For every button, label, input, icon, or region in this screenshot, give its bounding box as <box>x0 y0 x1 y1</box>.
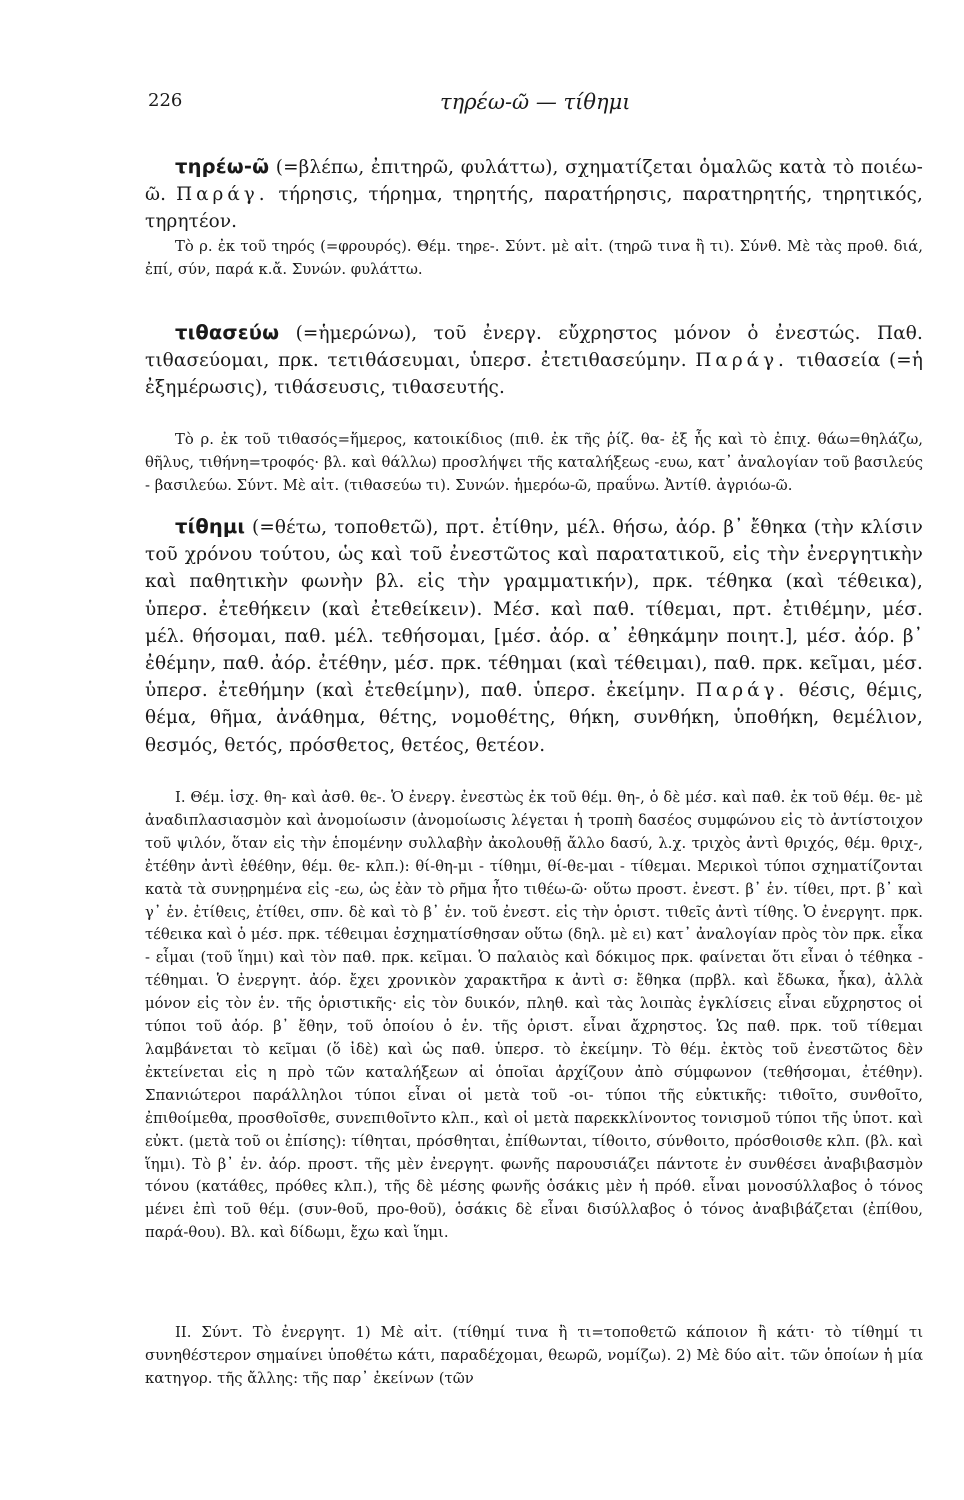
entry-tereo-notes: Τὸ ρ. ἐκ τοῦ τηρός (=φρουρός). Θέμ. τηρε-. Σύντ. μὲ αἰτ. (τηρῶ τινα ἢ τι). Σύνθ. Μὲ τὰς προθ. διά, ἐπί, σύν, παρά κ.ἄ. Συνών. φυλάττω. <box>145 238 923 278</box>
entry-body: (=ἡμερώνω), τοῦ ἐνεργ. εὔχρηστος μόνον ὁ ἐνεστώς. Παθ. τιθασεύομαι, πρκ. τετιθάσευμαι, ὑπερσ. ἐτετιθασεύμην. <box>145 323 923 372</box>
page-title: τηρέω-ῶ — τίθημι <box>440 90 631 114</box>
entry-tithaseuo <box>145 319 923 402</box>
parag-text: τιθασεία (=ἡ ἐξημέρωσις), τιθάσευσις, τιθασευτής. <box>145 350 924 399</box>
entry-tithemi-syntax: ΙΙ. Σύντ. Τὸ ἐνεργητ. 1) Μὲ αἰτ. (τίθημί τινα ἢ τι=τοποθετῶ κάποιον ἢ κάτι· τὸ τίθημί τι συνηθέστερον σημαίνει ὑποθέτω κάτι, παραδέχομαι, θεωρῶ, νομίζω). 2) Μὲ δύο αἰτ. τῶν ὁποίων ἡ μία κατηγορ. τῆς ἄλλης: τῆς παρ᾽ ἐκείνων (τῶν <box>145 1324 923 1387</box>
entry-tereo <box>145 153 923 236</box>
entry-tithaseuo-notes: Τὸ ρ. ἐκ τοῦ τιθασός=ἥμερος, κατοικίδιος (πιθ. ἐκ τῆς ῥίζ. θα- ἐξ ἧς καὶ τὸ ἐπιχ. θάω=θηλάζω, θῆλυς, τιθήνη=τροφός· βλ. καὶ θάλλω) προσλήψει τῆς καταλήξεως -ευω, κατ᾽ ἀναλογίαν τοῦ βασιλεύς - βασιλεύω. Σύντ. Μὲ αἰτ. (τιθασεύω τι). Συνών. ἡμερόω-ῶ, πραΰνω. Ἀντίθ. ἀγριόω-ῶ. <box>145 431 923 494</box>
parag-label: Παράγ. <box>176 184 269 206</box>
entry-body: (=βλέπω, ἐπιτηρῶ, φυλάττω), σχηματίζεται ὁμαλῶς κατὰ τὸ ποιέω-ῶ. <box>145 157 923 206</box>
headword: τίθημι <box>175 515 246 538</box>
entry-body: (=θέτω, τοποθετῶ), πρτ. ἐτίθην, μέλ. θήσω, ἀόρ. β᾽ ἔθηκα (τὴν κλίσιν τοῦ χρόνου τούτου, ὡς καὶ τοῦ ἐνεστῶτος καὶ παρατατικοῦ, εἰς τὴν ἐνεργητικὴν καὶ παθητικὴν φωνὴν βλ. εἰς τὴν γραμματικήν), πρκ. τέθηκα (καὶ τέθεικα), ὑπερσ. ἐτεθήκειν (καὶ ἐτεθείκειν). Μέσ. καὶ παθ. τίθεμαι, πρτ. ἐτιθέμην, μέσ. μέλ. θήσομαι, παθ. μέλ. τεθήσομαι, [μέσ. ἀόρ. α᾽ ἐθηκάμην ποιητ.], μέσ. ἀόρ. β᾽ ἐθέμην, παθ. ἀόρ. ἐτέθην, μέσ. πρκ. τέθημαι (καὶ τέθειμαι), παθ. πρκ. κεῖμαι, μέσ. ὑπερσ. ἐτεθήμην (καὶ ἐτεθείμην), παθ. ὑπερσ. ἐκείμην. <box>145 517 923 702</box>
parag-label: Παράγ. <box>695 350 788 372</box>
running-head <box>148 90 924 118</box>
parag-text: θέσις, θέμις, θέμα, θῆμα, ἀνάθημα, θέτης, νομοθέτης, θήκη, συνθήκη, ὑποθήκη, θεμέλιον, θεσμός, θετός, πρόσθετος, θετέος, θετέον. <box>145 680 924 756</box>
entry-tithemi <box>145 513 923 759</box>
entry-tithemi-notes: Ι. Θέμ. ἰσχ. θη- καὶ ἀσθ. θε-. Ὁ ἐνεργ. ἐνεστὼς ἐκ τοῦ θέμ. θη-, ὁ δὲ μέσ. καὶ παθ. ἐκ τοῦ θέμ. θε- μὲ ἀναδιπλασιασμὸν καὶ ἀνομοίωσιν (ἀνομοίωσις λέγεται ἡ τροπὴ δασέος συμφώνου εἰς τὸ ἀντίστοιχον τοῦ ψιλόν, ὅταν εἰς τὴν ἑπομένην συλλαβὴν ἀκολουθῇ ἄλλο δασύ, λ.χ. τριχὸς ἀντὶ θριχός, θέμ. θριχ-, ἐτέθην ἀντὶ ἐθέθην, θέμ. θε- κλπ.): θί-θη-μι - τίθημι, θί-θε-μαι - τίθεμαι. Μερικοὶ τύποι σχηματίζονται κατὰ τὰ συνῃρημένα εἰς -εω, ὡς ἐὰν τὸ ρῆμα ἦτο τιθέω-ῶ· οὕτω προστ. ἐνεστ. β᾽ ἑν. τίθει, πρτ. β᾽ καὶ γ᾽ ἑν. ἐτίθεις, ἐτίθει, σπν. δὲ καὶ τὸ β᾽ ἑν. τοῦ ἐνεστ. εἰς τὴν ὁριστ. τιθεῖς ἀντὶ τίθης. Ὁ ἐνεργητ. πρκ. τέθεικα καὶ ὁ μέσ. πρκ. τέθειμαι ἐσχηματίσθησαν οὕτω (δηλ. μὲ ει) κατ᾽ ἀναλογίαν πρὸς τὸν πρκ. εἷκα - εἷμαι (τοῦ ἵημι) καὶ τὸν παθ. πρκ. κεῖμαι. Ὁ παλαιὸς καὶ δόκιμος πρκ. φαίνεται ὅτι εἶναι ὁ τέθηκα - τέθημαι. Ὁ ἐνεργητ. ἀόρ. ἔχει χρονικὸν χαρακτῆρα κ ἀντὶ σ: ἔθηκα (πρβλ. καὶ ἔδωκα, ἧκα), ἀλλὰ μόνον εἰς τὸν ἑν. τῆς ὁριστικῆς· εἰς τὸν δυικόν, πληθ. καὶ τὰς λοιπὰς ἐγκλίσεις εἶναι εὔχρηστος οἱ τύποι τοῦ ἀόρ. β᾽ ἔθην, τοῦ ὁποίου ὁ ἑν. τῆς ὁριστ. εἶναι ἄχρηστος. Ὡς παθ. πρκ. τοῦ τίθεμαι λαμβάνεται τὸ κεῖμαι (ὅ ἰδὲ) καὶ ὡς παθ. ὑπερσ. τὸ ἐκείμην. Τὸ θέμ. ἐκτὸς τοῦ ἐνεστῶτος δὲν ἐκτείνεται εἰς η πρὸ τῶν καταλήξεων αἱ ὁποῖαι ἀρχίζουν ἀπὸ σύμφωνον (τεθήσομαι, ἐτέθην). Σπανιώτεροι παράλληλοι τύποι εἶναι οἱ μετὰ τοῦ -οι- τύποι τῆς εὐκτικῆς: τιθοῖτο, συνθοῖτο, ἐπιθοίμεθα, προσθοῖσθε, συνεπιθοῖντο κλπ., καὶ οἱ μετὰ παρεκκλίνοντος τονισμοῦ τύποι τῆς ὑποτ. καὶ εὐκτ. (μετὰ τοῦ οι ἐπίσης): τίθηται, πρόσθηται, ἐπίθωνται, τίθοιτο, σύνθοιτο, πρόσθοισθε κλπ. (βλ. καὶ ἵημι). Τὸ β᾽ ἑν. ἀόρ. προστ. τῆς μὲν ἐνεργητ. φωνῆς παρουσιάζει πάντοτε ἐν συνθέσει ἀναβιβασμὸν τόνου (κατάθες, πρόθες κλπ.), τῆς δὲ μέσης φωνῆς ὁσάκις μὲν ἡ πρόθ. εἶναι μονοσύλλαβος ὁ τόνος μένει ἐπὶ τοῦ θέμ. (συν-θοῦ, προ-θοῦ), ὁσάκις δὲ εἶναι δισύλλαβος ὁ τόνος ἀναβιβάζεται (ἐπίθου, παρά-θου). Βλ. καὶ δίδωμι, ἔχω καὶ ἵημι. <box>145 789 923 1242</box>
page-number: 226 <box>148 90 183 111</box>
headword: τιθασεύω <box>175 321 280 344</box>
parag-label: Παράγ. <box>695 680 789 702</box>
headword: τηρέω-ῶ <box>175 155 270 178</box>
parag-text: τήρησις, τήρημα, τηρητής, παρατήρησις, παρατηρητής, τηρητικός, τηρητέον. <box>145 184 923 233</box>
